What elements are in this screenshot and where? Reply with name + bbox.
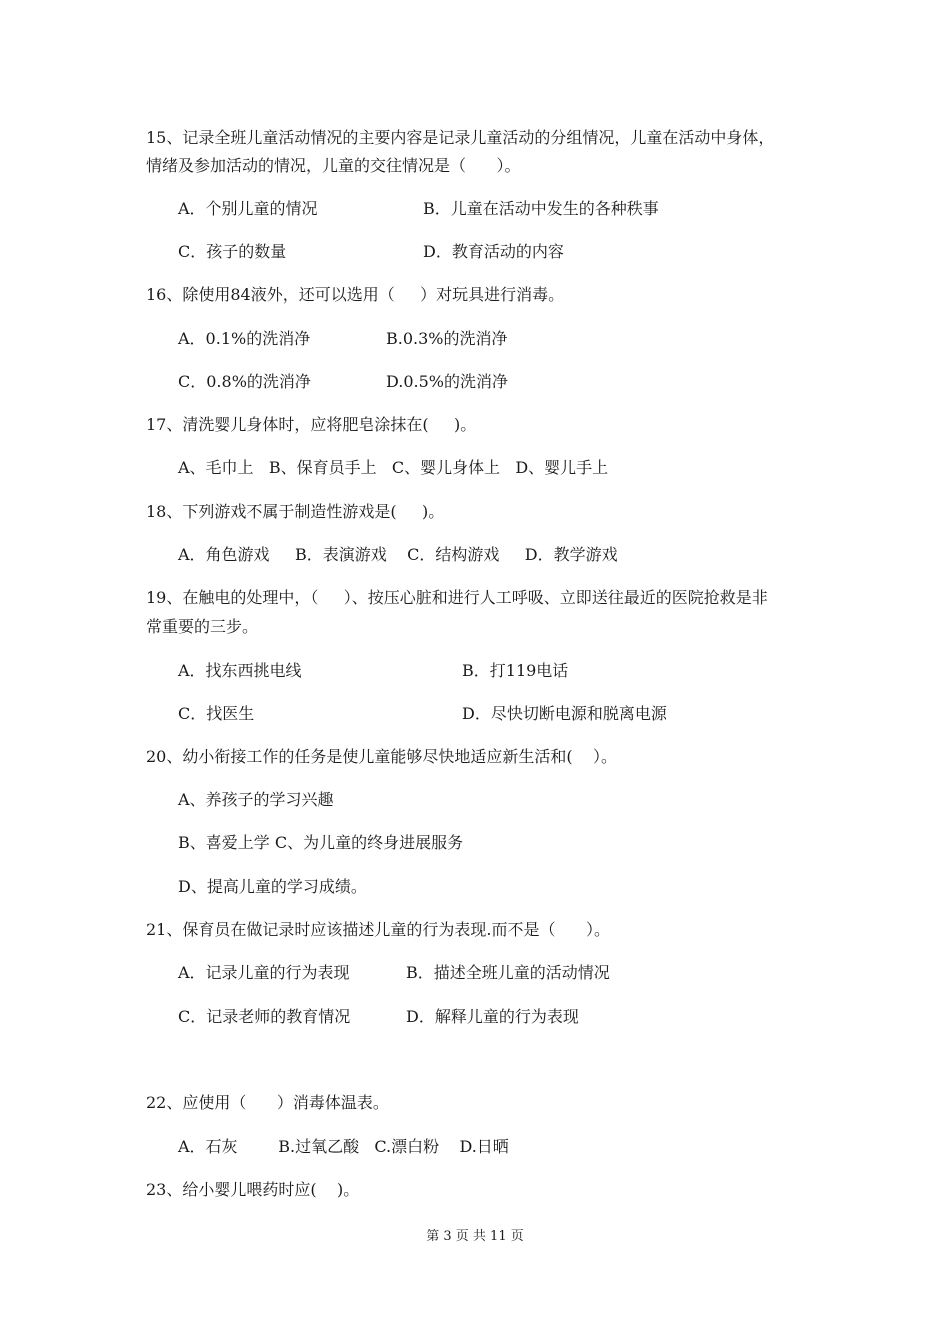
- question-17-options: A、毛巾上 B、保育员手上 C、婴儿身体上 D、婴儿手上: [178, 458, 609, 477]
- question-15-option-a: A．个别儿童的情况: [178, 199, 318, 218]
- question-20-option-bc: B、喜爱上学 C、为儿童的终身进展服务: [178, 833, 464, 852]
- question-20-option-d: D、提高儿童的学习成绩。: [178, 877, 367, 896]
- question-22-options: A．石灰 B.过氧乙酸 C.漂白粉 D.日晒: [178, 1137, 509, 1156]
- question-18-options: A．角色游戏 B．表演游戏 C．结构游戏 D．教学游戏: [178, 545, 618, 564]
- question-21-option-c: C．记录老师的教育情况: [178, 1007, 351, 1026]
- question-15-option-d: D．教育活动的内容: [423, 242, 564, 261]
- question-15-option-b: B．儿童在活动中发生的各种秩事: [423, 199, 659, 218]
- question-16-option-c: C．0.8%的洗消净: [178, 372, 311, 391]
- question-16-option-b: B.0.3%的洗消净: [386, 329, 508, 348]
- question-16-line-1: 16、除使用84液外，还可以选用（ ）对玩具进行消毒。: [146, 285, 565, 304]
- question-20-line-1: 20、幼小衔接工作的任务是使儿童能够尽快地适应新生活和( ）。: [146, 747, 617, 766]
- question-19-option-a: A．找东西挑电线: [178, 661, 302, 680]
- question-16-option-d: D.0.5%的洗消净: [386, 372, 508, 391]
- question-19-option-d: D．尽快切断电源和脱离电源: [462, 704, 667, 723]
- question-19-line-1: 19、在触电的处理中，（ ）、按压心脏和进行人工呼吸、立即送往最近的医院抢救是非: [146, 588, 768, 607]
- question-15-option-c: C．孩子的数量: [178, 242, 287, 261]
- question-16-option-a: A．0.1%的洗消净: [178, 329, 311, 348]
- question-19-line-2: 常重要的三步。: [146, 617, 259, 636]
- page-footer: 第 3 页 共 11 页: [426, 1229, 524, 1244]
- question-21-line-1: 21、保育员在做记录时应该描述儿童的行为表现.而不是（ ）。: [146, 920, 610, 939]
- question-21-option-d: D．解释儿童的行为表现: [406, 1007, 579, 1026]
- question-15-line-1: 15、记录全班儿童活动情况的主要内容是记录儿童活动的分组情况，儿童在活动中身体，: [146, 128, 775, 147]
- question-22-line-1: 22、应使用（ ）消毒体温表。: [146, 1093, 389, 1112]
- question-21-option-a: A．记录儿童的行为表现: [178, 963, 350, 982]
- question-19-option-b: B．打119电话: [462, 661, 569, 680]
- question-19-option-c: C．找医生: [178, 704, 255, 723]
- question-15-line-2: 情绪及参加活动的情况，儿童的交往情况是（ ）。: [146, 156, 521, 175]
- question-21-option-b: B．描述全班儿童的活动情况: [406, 963, 610, 982]
- question-17-line-1: 17、清洗婴儿身体时，应将肥皂涂抹在( )。: [146, 415, 477, 434]
- question-23-line-1: 23、给小婴儿喂药时应( )。: [146, 1180, 360, 1199]
- question-20-option-a: A、养孩子的学习兴趣: [178, 790, 334, 809]
- question-18-line-1: 18、下列游戏不属于制造性游戏是( )。: [146, 502, 445, 521]
